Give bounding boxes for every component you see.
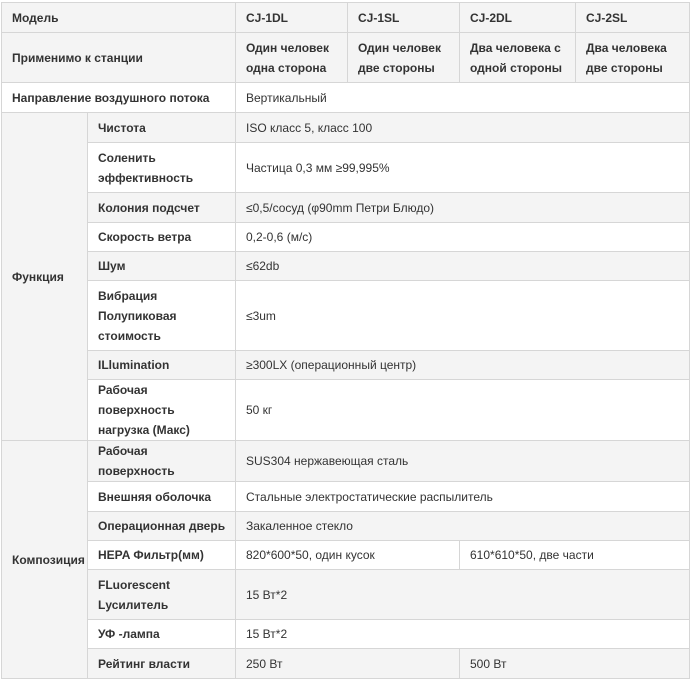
function-row-colony	[2, 193, 690, 223]
function-label-vibration	[88, 281, 236, 351]
function-value-purity: ISO класс 5, класс 100	[236, 113, 690, 143]
composition-label-uv: УФ -лампа	[88, 620, 236, 649]
applicable-cj-2dl-line2: одной стороны	[470, 60, 562, 75]
function-value-illumination: ≥300LX (операционный центр)	[236, 351, 690, 380]
composition-value-outer-shell: Стальные электростатические распылитель	[236, 482, 690, 512]
applicable-cj-1dl	[236, 33, 348, 83]
function-row-vibration	[2, 281, 690, 351]
function-row-efficiency	[2, 143, 690, 193]
model-cj-1sl: CJ-1SL	[348, 3, 460, 33]
applicable-cj-1dl-line2: одна сторона	[246, 60, 327, 75]
composition-row-door	[2, 512, 690, 541]
composition-group-label: Композиция	[2, 441, 88, 679]
model-cj-1dl: CJ-1DL	[236, 3, 348, 33]
airflow-label: Направление воздушного потока	[2, 83, 236, 113]
spec-table	[1, 2, 690, 679]
composition-label-power: Рейтинг власти	[88, 649, 236, 679]
model-cj-2dl: CJ-2DL	[460, 3, 576, 33]
composition-row-fluorescent	[2, 570, 690, 620]
function-label-vibration-line1: Вибрация	[98, 288, 158, 303]
composition-label-fluorescent-line2: Lусилитель	[98, 597, 169, 612]
applicable-cj-1dl-line1: Один человек	[246, 40, 329, 55]
composition-value-power-single: 250 Вт	[236, 649, 460, 679]
model-label: Модель	[2, 3, 236, 33]
function-value-vibration: ≤3um	[236, 281, 690, 351]
function-label-load-line1: Рабочая поверхность	[98, 383, 175, 417]
composition-label-door: Операционная дверь	[88, 512, 236, 541]
function-row-purity	[2, 113, 690, 143]
composition-value-hepa-single: 820*600*50, один кусок	[236, 541, 460, 570]
function-value-wind: 0,2-0,6 (м/с)	[236, 223, 690, 252]
composition-value-work-surface: SUS304 нержавеющая сталь	[236, 441, 690, 482]
function-row-wind	[2, 223, 690, 252]
composition-row-work-surface	[2, 441, 690, 482]
applicable-cj-2sl-line2: две стороны	[586, 60, 663, 75]
applicable-cj-1sl-line2: две стороны	[358, 60, 435, 75]
composition-label-work-surface: Рабочая поверхность	[88, 441, 236, 482]
function-label-efficiency-line2: эффективность	[98, 170, 194, 185]
function-label-load	[88, 380, 236, 441]
function-label-load-line2: нагрузка (Макс)	[98, 423, 190, 437]
composition-label-fluorescent	[88, 570, 236, 620]
function-label-vibration-line2: Полупиковая	[98, 308, 177, 323]
composition-row-outer-shell	[2, 482, 690, 512]
function-value-noise: ≤62db	[236, 252, 690, 281]
function-label-noise: Шум	[88, 252, 236, 281]
model-row	[2, 3, 690, 33]
function-value-load: 50 кг	[236, 380, 690, 441]
applicable-cj-2sl	[576, 33, 690, 83]
applicable-cj-1sl-line1: Один человек	[358, 40, 441, 55]
composition-row-power	[2, 649, 690, 679]
function-label-vibration-line3: стоимость	[98, 328, 161, 343]
airflow-row	[2, 83, 690, 113]
composition-value-fluorescent: 15 Вт*2	[236, 570, 690, 620]
applicable-cj-2dl	[460, 33, 576, 83]
function-row-load	[2, 380, 690, 441]
airflow-value: Вертикальный	[236, 83, 690, 113]
applicable-row	[2, 33, 690, 83]
applicable-cj-1sl	[348, 33, 460, 83]
composition-row-uv	[2, 620, 690, 649]
applicable-cj-2dl-line1: Два человека с	[470, 40, 561, 55]
composition-row-hepa	[2, 541, 690, 570]
function-row-illumination	[2, 351, 690, 380]
composition-value-door: Закаленное стекло	[236, 512, 690, 541]
function-value-colony: ≤0,5/сосуд (φ90mm Петри Блюдо)	[236, 193, 690, 223]
composition-label-hepa: HEPA Фильтр(мм)	[88, 541, 236, 570]
function-group-label: Функция	[2, 113, 88, 441]
function-label-wind: Скорость ветра	[88, 223, 236, 252]
composition-label-fluorescent-line1: FLuorescent	[98, 577, 171, 592]
function-label-efficiency-line1: Соленить	[98, 150, 156, 165]
function-label-purity: Чистота	[88, 113, 236, 143]
applicable-cj-2sl-line1: Два человека	[586, 40, 667, 55]
function-label-colony: Колония подсчет	[88, 193, 236, 223]
function-value-efficiency: Частица 0,3 мм ≥99,995%	[236, 143, 690, 193]
applicable-label: Применимо к станции	[2, 33, 236, 83]
composition-value-uv: 15 Вт*2	[236, 620, 690, 649]
model-cj-2sl: CJ-2SL	[576, 3, 690, 33]
function-label-illumination: ILlumination	[88, 351, 236, 380]
composition-value-hepa-double: 610*610*50, две части	[460, 541, 690, 570]
function-row-noise	[2, 252, 690, 281]
composition-label-outer-shell: Внешняя оболочка	[88, 482, 236, 512]
composition-value-power-double: 500 Вт	[460, 649, 690, 679]
function-label-efficiency	[88, 143, 236, 193]
